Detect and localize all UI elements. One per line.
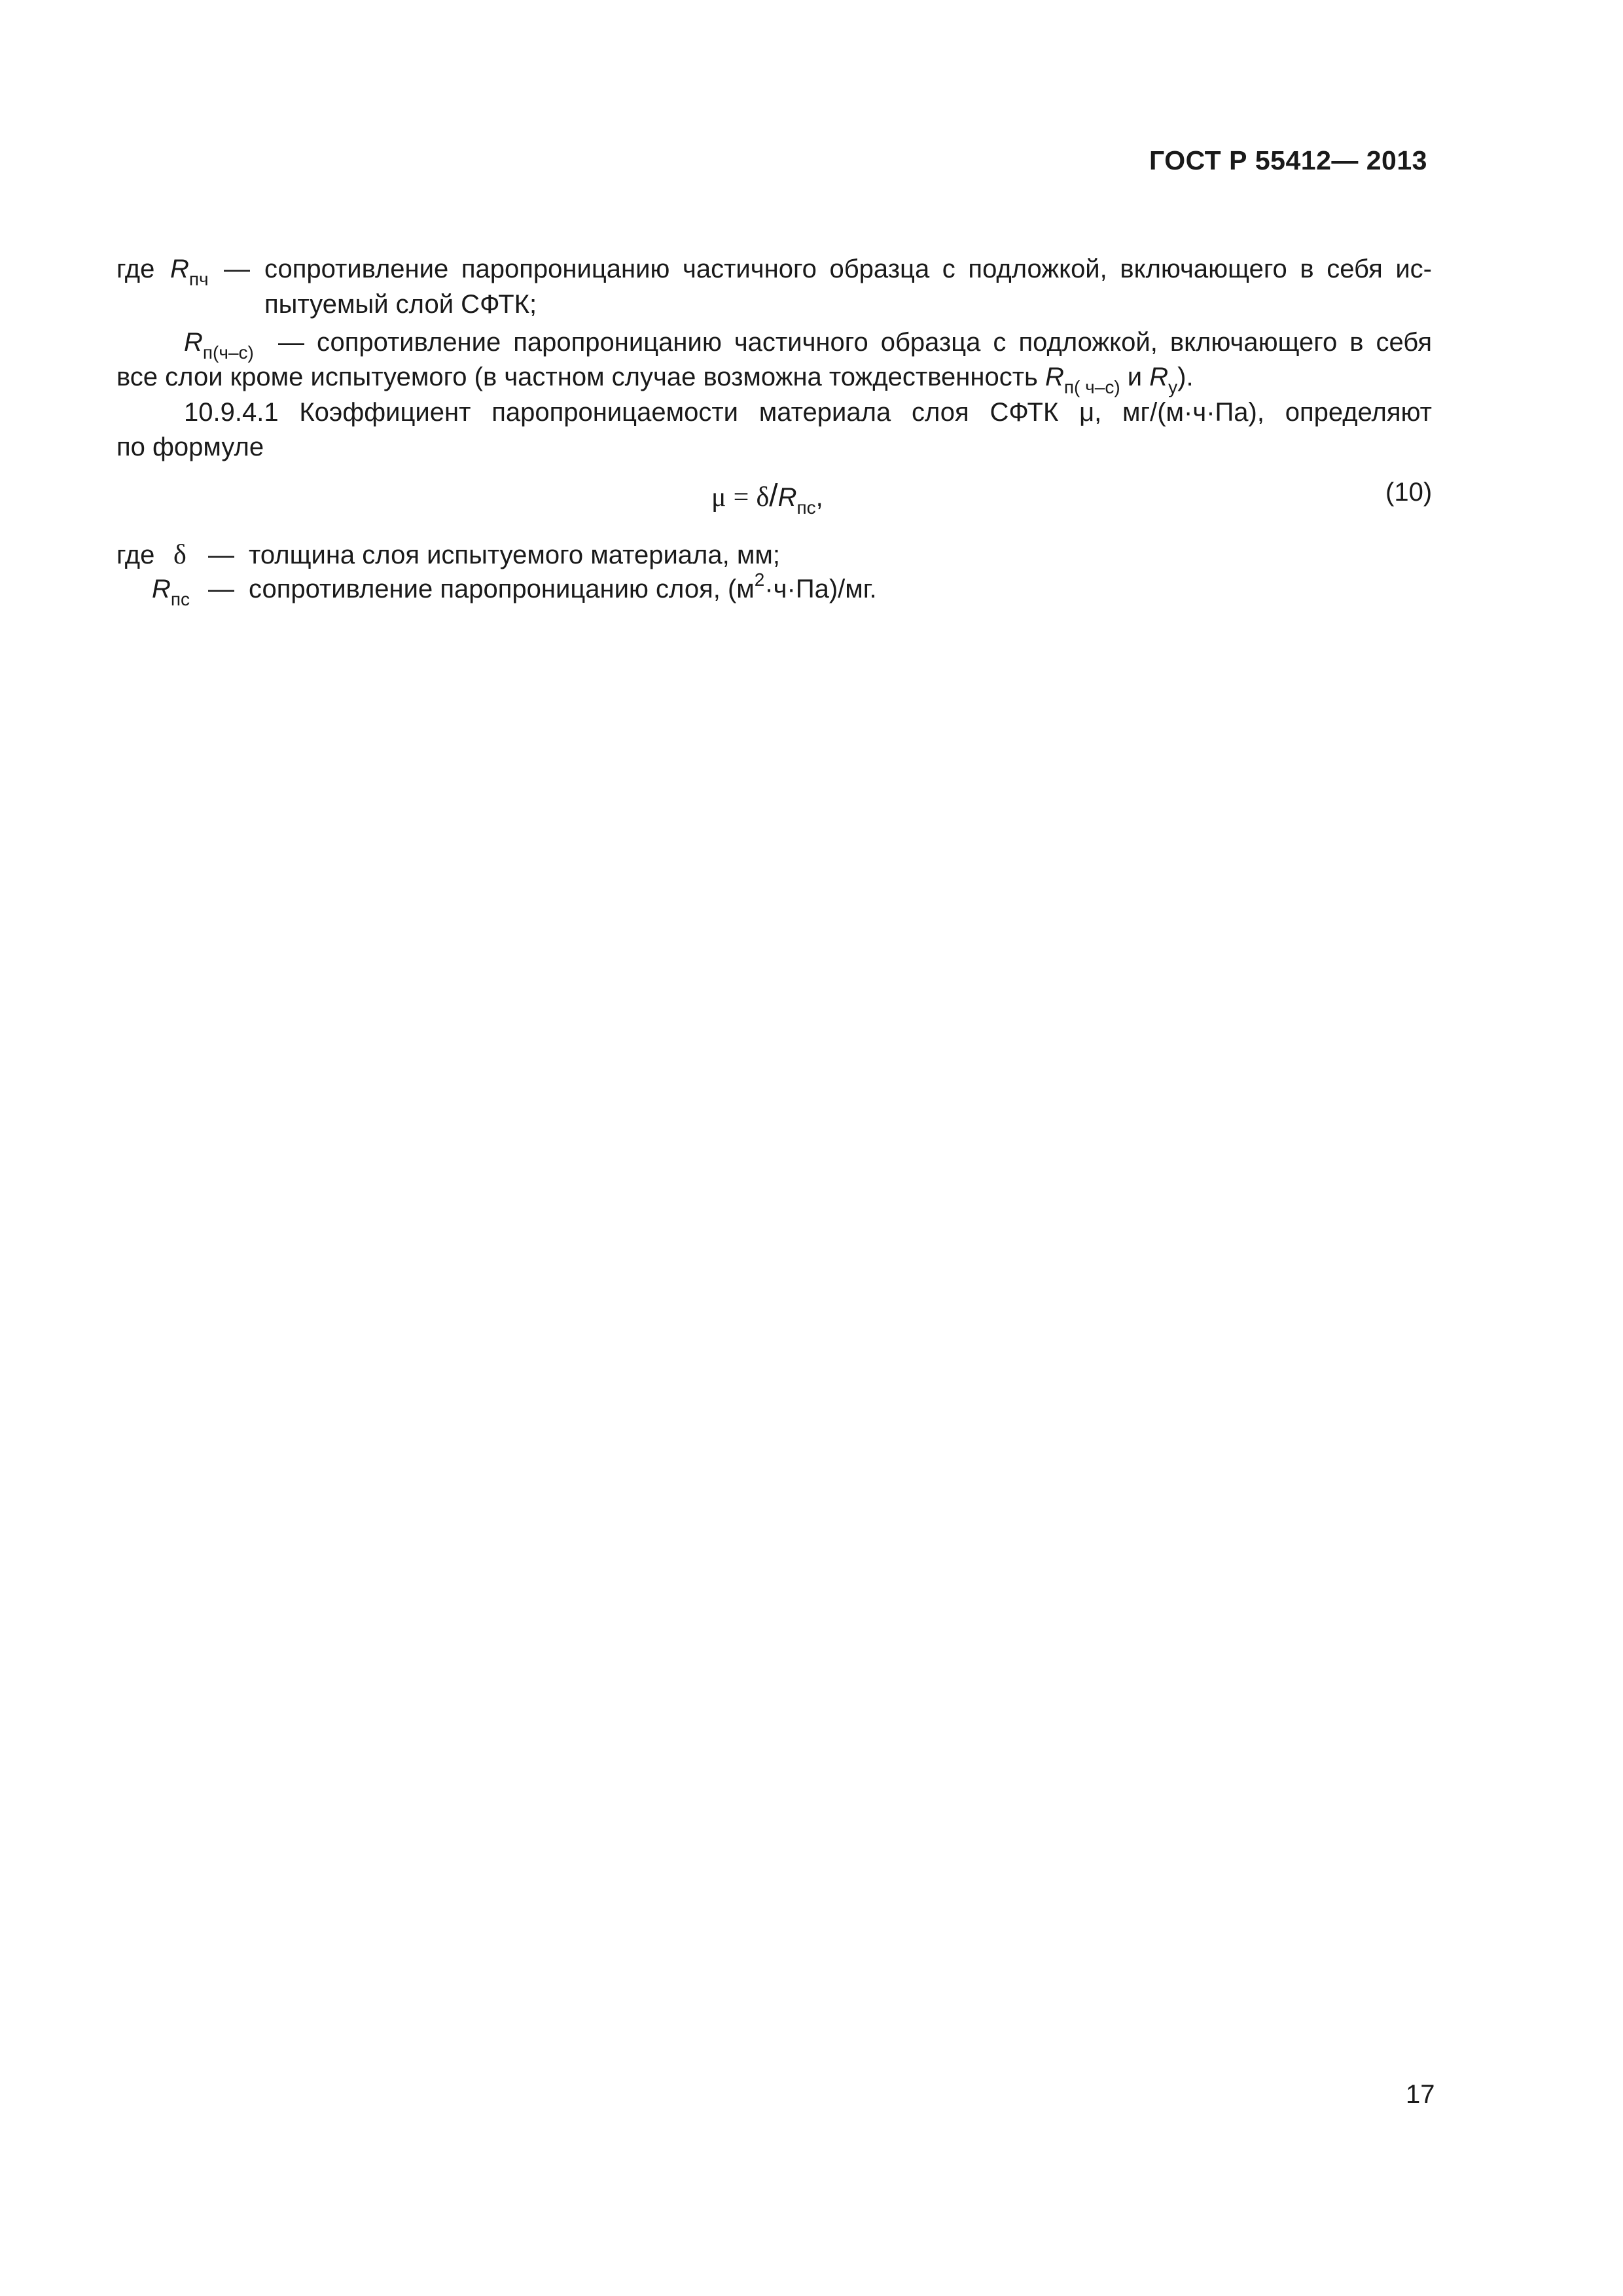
page-number: 17 [1406,2080,1435,2109]
conjunction: и [1127,363,1143,391]
definition-dash: — [208,575,234,603]
where-label: где [116,541,155,569]
symbol-r-pchs [184,324,254,363]
definition-text [249,571,877,610]
symbol-letter: R [170,255,189,283]
symbol-r-pch [170,251,209,290]
formula-comma: , [815,483,823,512]
line-text: сопротивление паропроницанию слоя, (м [249,575,755,603]
paragraph-line2: по формуле [116,433,264,461]
ref-symbol-subscript: у [1168,377,1178,397]
line-text: сопротивление паропроницанию частичного образца с подложкой, включающего в себя ис- [264,255,1432,283]
symbol-subscript: пс [170,589,190,609]
line-text: — сопротивление паропроницанию частичного образца с подложкой, включающего в себя [278,328,1432,357]
symbol-subscript: пч [188,269,209,289]
definition-text-line2: пытуемый слой СФТК; [264,290,537,319]
symbol-r-ps [152,571,190,610]
ref-symbol-letter: R [1045,363,1064,391]
definition-text-line1 [264,251,1432,287]
definition-text: толщина слоя испытуемого материала, мм; [249,541,780,569]
superscript: 2 [754,569,765,590]
formula-r-subscript: пс [796,497,816,518]
formula-r-letter: R [777,483,797,512]
definition-dash: — [224,255,250,283]
definition-text-line1 [278,324,1432,361]
formula-number: (10) [1385,478,1433,507]
symbol-letter: R [184,328,203,357]
line-text: ·ч·Па)/мг. [764,575,877,603]
symbol-letter: R [152,575,171,603]
definition-text-line2 [116,359,1194,398]
definition-dash: — [208,541,234,569]
line-end: ). [1177,363,1194,391]
where-label: где [116,255,155,283]
symbol-delta: δ [173,540,187,570]
formula-equals: = [733,482,749,512]
paragraph-line1 [184,394,1432,431]
document-code: ГОСТ Р 55412— 2013 [1149,145,1427,175]
line-text: 10.9.4.1 Коэффициент паропроницаемости материала слоя СФТК μ, мг/(м·ч·Па), определяют [184,398,1432,427]
formula-slash: / [769,478,778,513]
line-text: все слои кроме испытуемого (в частном случае возможна тождественность [116,363,1038,391]
ref-symbol-subscript: п( ч–с) [1063,377,1120,397]
formula-delta: δ [756,482,770,512]
ref-symbol-letter: R [1149,363,1169,391]
formula-mu: μ [711,482,726,512]
symbol-subscript: п(ч–с) [202,342,254,363]
formula [711,478,823,518]
